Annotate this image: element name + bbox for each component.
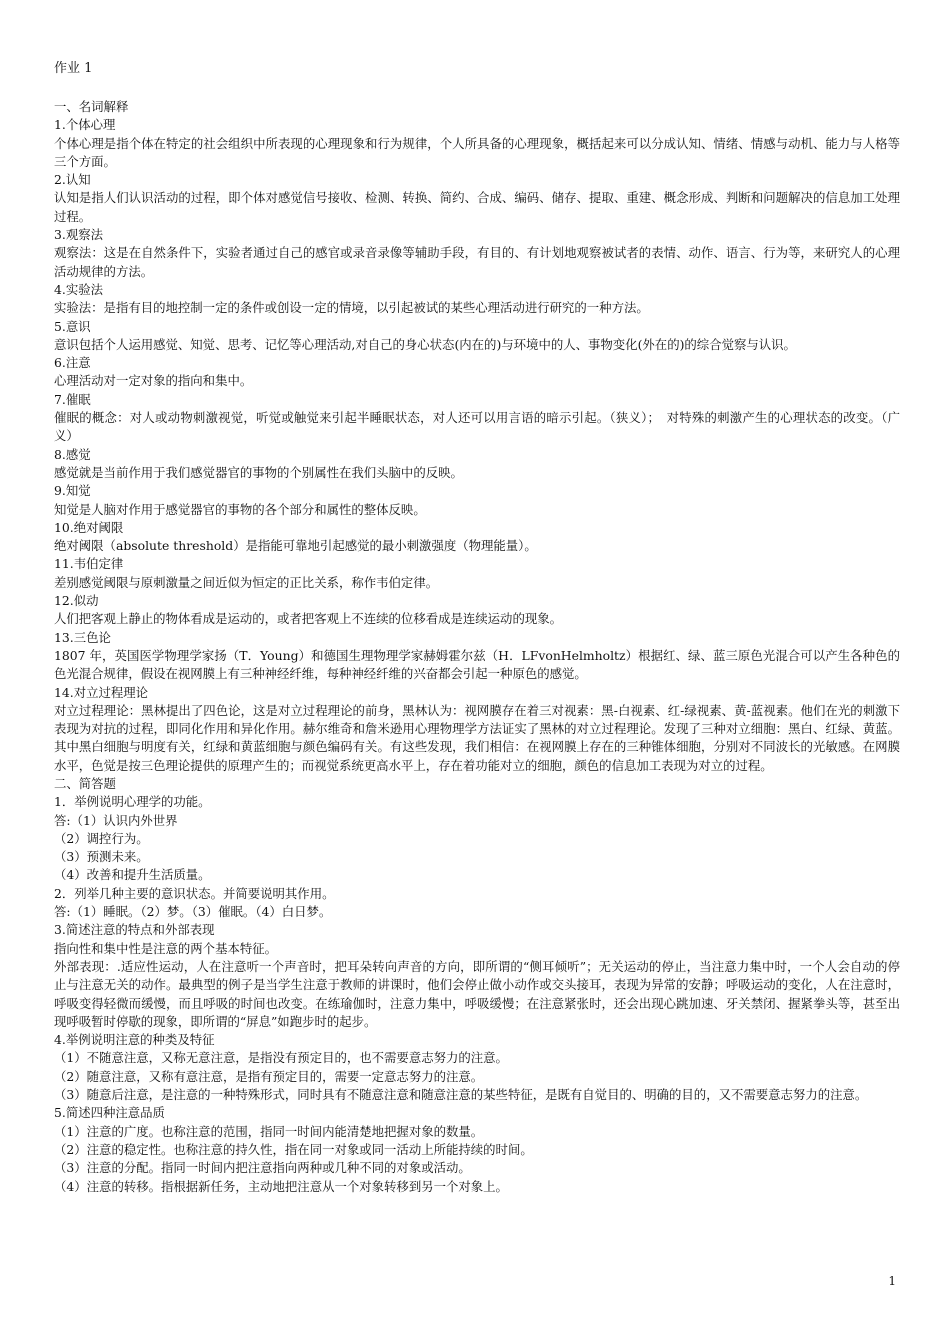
text-paragraph: 意识包括个人运用感觉、知觉、思考、记忆等心理活动,对自己的身心状态(内在的)与环境中的人、事物变化(外在的)的综合觉察与认识。	[54, 336, 796, 352]
text-paragraph: （2）调控行为。	[54, 830, 149, 846]
text-paragraph: 2．列举几种主要的意识状态。并简要说明其作用。	[54, 885, 335, 901]
text-paragraph: 2.认知	[54, 172, 91, 188]
text-paragraph: 4.举例说明注意的种类及特征	[54, 1032, 215, 1048]
text-paragraph: 差别感觉阈限与原刺激量之间近似为恒定的正比关系，称作韦伯定律。	[54, 574, 439, 590]
text-paragraph: 6.注意	[54, 355, 91, 371]
text-paragraph: 9.知觉	[54, 483, 91, 499]
text-paragraph: 1807 年，英国医学物理学家扬（T．Young）和德国生理物理学家赫姆霍尔兹（H．LFvonHelmholtz）根据红、绿、蓝三原色光混合可以产生各种色的色光混合规律，假设在视网膜上有三种神经纤维，每种神经纤维的兴奋都会引起一种原色的感觉。	[54, 647, 900, 682]
text-paragraph: 感觉就是当前作用于我们感觉器官的事物的个别属性在我们头脑中的反映。	[54, 464, 463, 480]
text-paragraph: 7.催眠	[54, 391, 91, 407]
text-paragraph: 8.感觉	[54, 446, 91, 462]
text-paragraph: 二、简答题	[54, 775, 116, 791]
text-paragraph: （4）注意的转移。指根据新任务，主动地把注意从一个对象转移到另一个对象上。	[54, 1178, 508, 1194]
text-paragraph: 催眠的概念：对人或动物刺激视觉，听觉或触觉来引起半睡眠状态，对人还可以用言语的暗示引起。（狭义）； 对特殊的刺激产生的心理状态的改变。（广义）	[54, 410, 900, 444]
text-paragraph: 4.实验法	[54, 281, 103, 297]
document-text	[54, 98, 900, 1196]
text-paragraph: 观察法：这是在自然条件下，实验者通过自己的感官或录音录像等辅助手段，有目的、有计划地观察被试者的表情、动作、语言、行为等，来研究人的心理活动规律的方法。	[54, 245, 900, 279]
text-paragraph: 个体心理是指个体在特定的社会组织中所表现的心理现象和行为规律，个人所具备的心理现象，概括起来可以分成认知、情绪、情感与动机、能力与人格等三个方面。	[54, 135, 900, 169]
text-paragraph: 3.观察法	[54, 227, 103, 243]
text-paragraph: 外部表现：.适应性运动，人在注意听一个声音时，把耳朵转向声音的方向，即所谓的“侧耳倾听”；无关运动的停止，当注意力集中时，一个人会自动的停止与注意无关的动作。最典型的例子是当学生注意于教师的讲课时，他们会停止做小动作或交头接耳，表现为异常的安静；呼吸运动的变化，人在注意时，呼吸变得轻微而缓慢，而且呼吸的时间也改变。在练瑜伽时，注意力集中，呼吸缓慢；在注意紧张时，还会出现心跳加速、牙关禁闭、握紧拳头等，甚至出现呼吸暂时停歇的现象，即所谓的“屏息”如跑步时的起步。	[54, 958, 900, 1029]
text-paragraph: 指向性和集中性是注意的两个基本特征。	[54, 940, 278, 956]
text-paragraph: 知觉是人脑对作用于感觉器官的事物的各个部分和属性的整体反映。	[54, 501, 426, 517]
text-paragraph: （3）预测未来。	[54, 849, 149, 865]
text-paragraph: 一、名词解释	[54, 99, 129, 114]
text-paragraph: 1.个体心理	[54, 117, 116, 133]
text-paragraph: 13.三色论	[54, 629, 111, 645]
document-body	[54, 60, 900, 1196]
text-paragraph: （3）随意后注意，是注意的一种特殊形式，同时具有不随意注意和随意注意的某些特征，是既有自觉目的、明确的目的，又不需要意志努力的注意。	[54, 1087, 868, 1103]
text-paragraph: 14.对立过程理论	[54, 684, 149, 700]
text-paragraph: 12.似动	[54, 593, 99, 609]
text-paragraph: 5.简述四种注意品质	[54, 1105, 165, 1121]
text-paragraph: 5.意识	[54, 318, 91, 334]
text-paragraph: 绝对阈限（absolute threshold）是指能可靠地引起感觉的最小刺激强度（物理能量）。	[54, 538, 537, 554]
text-paragraph: 对立过程理论：黑林提出了四色论，这是对立过程理论的前身，黑林认为：视网膜存在着三对视素：黑-白视素、红-绿视素、黄-蓝视素。他们在光的刺激下表现为对抗的过程，即同化作用和异化作用。赫尔维奇和詹米逊用心理物理学方法证实了黑林的对立过程理论。发现了三种对立细胞：黑白、红绿、黄蓝。其中黑白细胞与明度有关，红绿和黄蓝细胞与颜色编码有关。有这些发现，我们相信：在视网膜上存在的三种锥体细胞，分别对不同波长的光敏感。在网膜水平，色觉是按三色理论提供的原理产生的；而视觉系统更高水平上，存在着功能对立的细胞，颜色的信息加工表现为对立的过程。	[54, 702, 900, 773]
text-paragraph: 11.韦伯定律	[54, 556, 124, 572]
text-paragraph: （1）不随意注意，又称无意注意，是指没有预定目的，也不需要意志努力的注意。	[54, 1050, 508, 1066]
text-paragraph: （4）改善和提升生活质量。	[54, 867, 211, 883]
text-paragraph: （1）注意的广度。也称注意的范围，指同一时间内能清楚地把握对象的数量。	[54, 1123, 484, 1139]
document-title: 作业 1	[54, 61, 93, 76]
text-paragraph: （3）注意的分配。指同一时间内把注意指向两种或几种不同的对象或活动。	[54, 1160, 471, 1176]
text-paragraph: 心理活动对一定对象的指向和集中。	[54, 373, 253, 389]
text-paragraph: 认知是指人们认识活动的过程，即个体对感觉信号接收、检测、转换、简约、合成、编码、储存、提取、重建、概念形成、判断和问题解决的信息加工处理过程。	[54, 190, 900, 224]
title-spacer	[54, 78, 900, 98]
text-paragraph: 实验法：是指有目的地控制一定的条件或创设一定的情境，以引起被试的某些心理活动进行研究的一种方法。	[54, 300, 649, 316]
page-number: 1	[888, 1274, 896, 1288]
text-paragraph: 1．举例说明心理学的功能。	[54, 794, 211, 810]
text-paragraph: 人们把客观上静止的物体看成是运动的，或者把客观上不连续的位移看成是连续运动的现象。	[54, 611, 563, 627]
text-paragraph: 10.绝对阈限	[54, 519, 124, 535]
text-paragraph: 3.简述注意的特点和外部表现	[54, 922, 215, 938]
text-paragraph: 答:（1）睡眠。（2）梦。（3）催眠。（4）白日梦。	[54, 904, 332, 920]
text-paragraph: 答:（1）认识内外世界	[54, 812, 178, 828]
text-paragraph: （2）注意的稳定性。也称注意的持久性，指在同一对象或同一活动上所能持续的时间。	[54, 1141, 533, 1157]
text-paragraph: （2）随意注意，又称有意注意，是指有预定目的，需要一定意志努力的注意。	[54, 1068, 484, 1084]
